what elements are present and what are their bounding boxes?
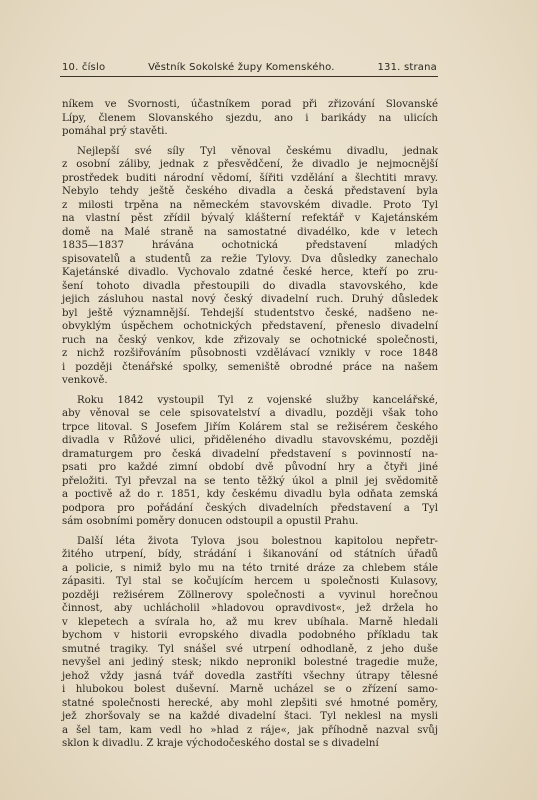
paragraph	[62, 145, 438, 388]
text-line: Kajetánské divadlo. Vychovalo zdatné české herce, kteří po zru-	[62, 267, 438, 278]
paragraph	[62, 98, 438, 139]
body-text	[62, 98, 438, 751]
text-line: obvyklým úspěchem ochotnických představení, přeneslo divadelní	[62, 321, 438, 332]
text-line: a šel tam, kam vedl ho »hlad z ráje«, jak příhodně nazval svůj	[62, 724, 438, 736]
text-line: bychom v historii evropského divadla podobného příkladu tak	[62, 630, 438, 641]
text-line: činnost, aby uchlácholil »hladovou opravdivost«, jež držela ho	[62, 603, 438, 614]
text-line: spisovatelů a studentů za režie Tylovy. Dva důsledky zanechalo	[62, 253, 438, 265]
text-line: Nejlepší své síly Tyl věnoval českému divadlu, jednak	[77, 145, 438, 157]
header-rule	[60, 76, 438, 77]
text-line: na vlastní pěst zřídil bývalý klášterní refektář v Kajetánském	[62, 213, 438, 224]
text-line: smutné tragiky. Tyl snášel své utrpení odhodlaně, z jeho duše	[62, 643, 438, 655]
text-line: zápasiti. Tyl stal se kočujícím hercem u společnosti Kulasovy,	[62, 576, 438, 587]
paragraph	[62, 394, 438, 529]
running-header	[62, 62, 437, 73]
text-line: Další léta života Tylova jsou bolestnou kapitolou nepřetr-	[77, 535, 438, 547]
text-line: dramaturgem pro česká divadelní představení s povinností na-	[62, 448, 438, 460]
text-line: divadla v Růžové ulici, přiděleného divadlu stavovskému, později	[62, 435, 438, 446]
text-line: venkově.	[62, 375, 108, 386]
text-line: pomáhal prý stavěti.	[62, 126, 168, 137]
text-line: aby věnoval se cele spisovatelství a divadlu, později však toho	[62, 408, 438, 419]
text-line: jehož vždy jasná tvář dovedla zastříti všechny útrapy tělesné	[62, 670, 438, 682]
text-line: žitého utrpení, bídy, strádání i šikanování od státních úřadů	[62, 549, 438, 560]
text-line: i později čtenářské spolky, semeniště obrodné práce na našem	[62, 361, 438, 373]
journal-title: Věstník Sokolské župy Komenského.	[148, 62, 335, 73]
text-line: sklon k divadlu. Z kraje východočeského dostal se s divadelní	[62, 738, 379, 749]
text-line: ruch na český venkov, kde zřizovaly se ochotnické společnosti,	[62, 334, 438, 346]
text-line: 1835—1837 hrávána ochotnická představení mladých	[62, 240, 438, 251]
text-line: v klepetech a svírala ho, až mu krev ubíhala. Marně hledali	[62, 616, 438, 628]
text-line: šení tohoto divadla přestoupili do divadla stavovského, kde	[62, 280, 438, 292]
page-number: 131. strana	[377, 62, 437, 73]
text-line: Nebylo tehdy ještě českého divadla a česká představení byla	[62, 186, 438, 197]
text-line: trpce litoval. S Josefem Jiřím Kolárem stal se režisérem českého	[62, 421, 438, 433]
text-line: podpora pro pořádání českých divadelních představení a Tyl	[62, 502, 438, 514]
text-line: nevyšel ani jediný stesk; nikdo nepronikl bolestné tragedie muže,	[62, 657, 438, 668]
text-line: a poctivě až do r. 1851, kdy českému divadlu byla odňata zemská	[62, 489, 438, 500]
text-line: z milosti trpěna na německém stavovském divadle. Proto Tyl	[62, 199, 438, 211]
text-line: sám osobními poměry donucen odstoupil a opustil Prahu.	[62, 516, 359, 527]
paragraph	[62, 535, 438, 751]
text-line: domě na Malé straně na samostatné divadélko, kde v letech	[62, 226, 438, 238]
issue-number: 10. číslo	[62, 62, 106, 73]
text-line: prostředek buditi národní vědomí, šířiti vzdělání a šlechtiti mravy.	[62, 172, 438, 184]
text-line: a policie, s nimiž bylo mu na této trnité dráze za chlebem stále	[62, 562, 438, 574]
text-line: přeložiti. Tyl převzal na se tento těžký úkol a plnil jej svědomitě	[62, 475, 438, 487]
text-line: později režisérem Zöllnerovy společnosti a vyvinul horečnou	[62, 589, 438, 601]
text-line: jež zhoršovaly se na každé divadelní štaci. Tyl neklesl na mysli	[62, 711, 438, 722]
text-line: i hlubokou bolest duševní. Marně ucházel se o zřízení samo-	[62, 684, 438, 695]
text-line: z nichž rozšiřováním působnosti vzdělávací vznikly v roce 1848	[62, 348, 438, 359]
text-line: z osobní záliby, jednak z přesvědčení, že divadlo je nejmocnější	[62, 159, 438, 170]
text-line: níkem ve Svornosti, účastníkem porad při zřizování Slovanské	[62, 99, 438, 110]
text-line: Roku 1842 vystoupil Tyl z vojenské služby kancelářské,	[77, 394, 438, 406]
text-line: statné společnosti herecké, aby mohl zlepšiti své hmotné poměry,	[62, 697, 438, 709]
text-line: jejich zásluhou nastal nový český divadelní ruch. Druhý důsledek	[62, 294, 438, 305]
text-line: psati pro každé zimní období dvě původní hry a čtyři jiné	[62, 462, 438, 473]
text-line: Lípy, členem Slovanského sjezdu, ano i barikády na ulicích	[62, 112, 438, 124]
text-line: byl ještě významnější. Tehdejší studentstvo české, nadšeno ne-	[62, 307, 438, 319]
